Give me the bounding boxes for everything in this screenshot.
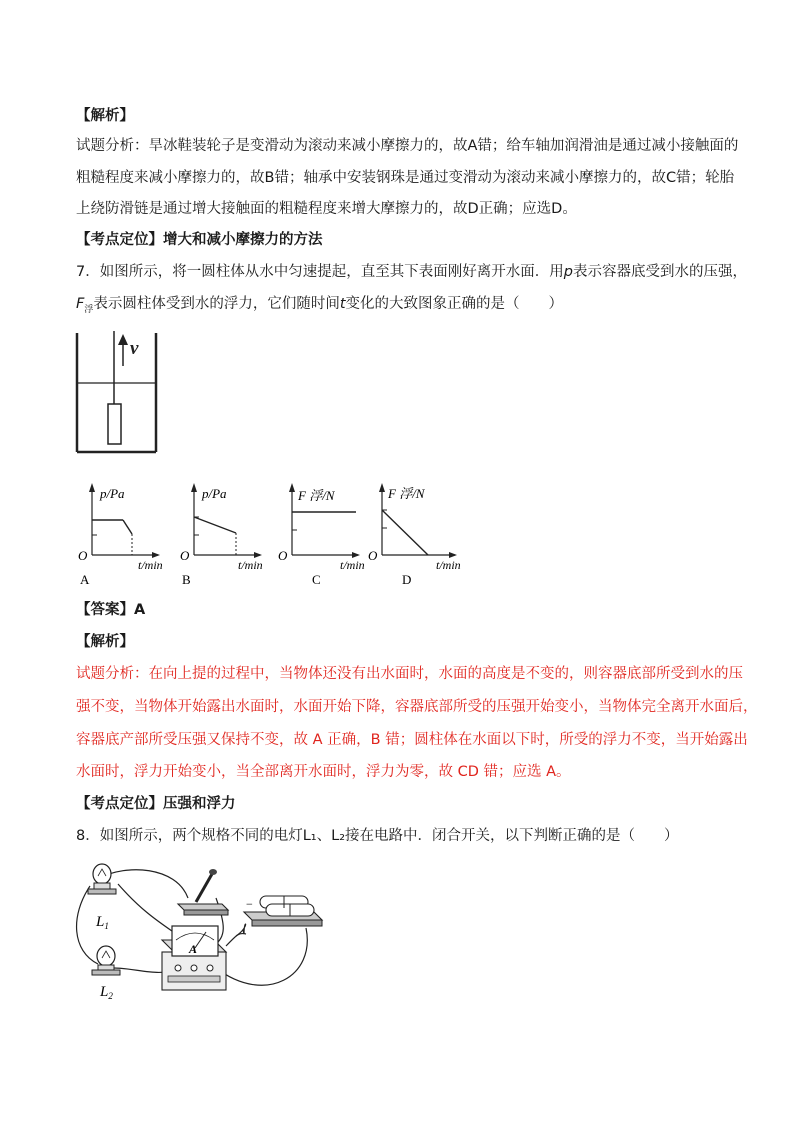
container-figure xyxy=(72,328,162,456)
lamp-l2 xyxy=(92,946,120,975)
question-7-stem-2: $F_浮$表示圆柱体受到水的浮力，它们随时间t变化的大致图象正确的是（ ） xyxy=(76,296,564,315)
battery xyxy=(244,896,322,926)
lamp-l1 xyxy=(88,864,116,894)
question-7-stem: 7．如图所示，将一圆柱体从水中匀速提起，直至其下表面刚好离开水面．用p表示容器底受到水的压强， xyxy=(76,264,747,280)
graph-d-origin: O xyxy=(368,548,378,563)
graph-c-option: C xyxy=(312,572,321,587)
graph-c-xlabel: t/min xyxy=(340,558,365,572)
analysis-line: 粗糙程度来减小摩擦力的，故B错；轴承中安装钢珠是通过变滑动为滚动来减小摩擦力的，故C错；轮胎 xyxy=(76,170,735,186)
analysis-line-red: 强不变，当物体开始露出水面时，水面开始下降，容器底部所受的压强开始变小，当物体完全离开水面后， xyxy=(76,699,758,715)
graph-a-xlabel: t/min xyxy=(138,558,163,572)
graphs-figure xyxy=(70,480,480,588)
circuit-figure xyxy=(66,856,326,1006)
analysis-heading-q6: 【解析】 xyxy=(76,108,134,124)
graph-a-origin: O xyxy=(78,548,88,563)
graph-c xyxy=(278,483,365,587)
graph-d-xlabel: t/min xyxy=(436,558,461,572)
question-8-stem: 8．如图所示，两个规格不同的电灯L₁、L₂接在电路中．闭合开关，以下判断正确的是（ ） xyxy=(76,828,679,844)
velocity-label: v xyxy=(130,338,139,359)
key-point-q6: 【考点定位】增大和减小摩擦力的方法 xyxy=(76,232,323,248)
graph-c-origin: O xyxy=(278,548,288,563)
graph-b-ylabel: p/Pa xyxy=(202,486,227,501)
l2-label: $L_2$ xyxy=(100,984,113,1001)
graph-b-xlabel: t/min xyxy=(238,558,263,572)
graph-c-ylabel: F 浮/N xyxy=(298,488,335,503)
graph-b-origin: O xyxy=(180,548,190,563)
ammeter-label: A xyxy=(189,942,198,956)
key-point-q7: 【考点定位】压强和浮力 xyxy=(76,796,236,812)
battery-minus-label: − xyxy=(246,897,253,911)
graph-b-option: B xyxy=(182,572,191,587)
analysis-line-red: 试题分析：在向上提的过程中，当物体还没有出水面时，水面的高度是不变的，则容器底部所受到水的压 xyxy=(76,666,743,682)
answer-q7: 【答案】A xyxy=(76,602,146,618)
l1-label: $L_1$ xyxy=(96,914,109,931)
analysis-line: 试题分析：旱冰鞋装轮子是变滑动为滚动来减小摩擦力的，故A错；给车轴加润滑油是通过减小接触面的 xyxy=(76,138,739,154)
graph-d-ylabel: F 浮/N xyxy=(388,486,425,501)
ammeter xyxy=(162,926,226,990)
analysis-line-red: 水面时，浮力开始变小，当全部离开水面时，浮力为零，故 CD 错；应选 A。 xyxy=(76,764,571,780)
graph-a-ylabel: p/Pa xyxy=(100,486,125,501)
analysis-line-red: 容器底产部所受压强又保持不变，故 A 正确，B 错；圆柱体在水面以下时，所受的浮力不变，当开始露出 xyxy=(76,732,748,748)
graph-b xyxy=(180,483,263,587)
analysis-heading-q7: 【解析】 xyxy=(76,634,134,650)
analysis-line: 上绕防滑链是通过增大接触面的粗糙程度来增大摩擦力的，故D正确；应选D。 xyxy=(76,201,577,217)
graph-d-option: D xyxy=(402,572,412,587)
graph-a xyxy=(78,483,163,587)
graph-d xyxy=(368,483,461,587)
graph-a-option: A xyxy=(80,572,90,587)
